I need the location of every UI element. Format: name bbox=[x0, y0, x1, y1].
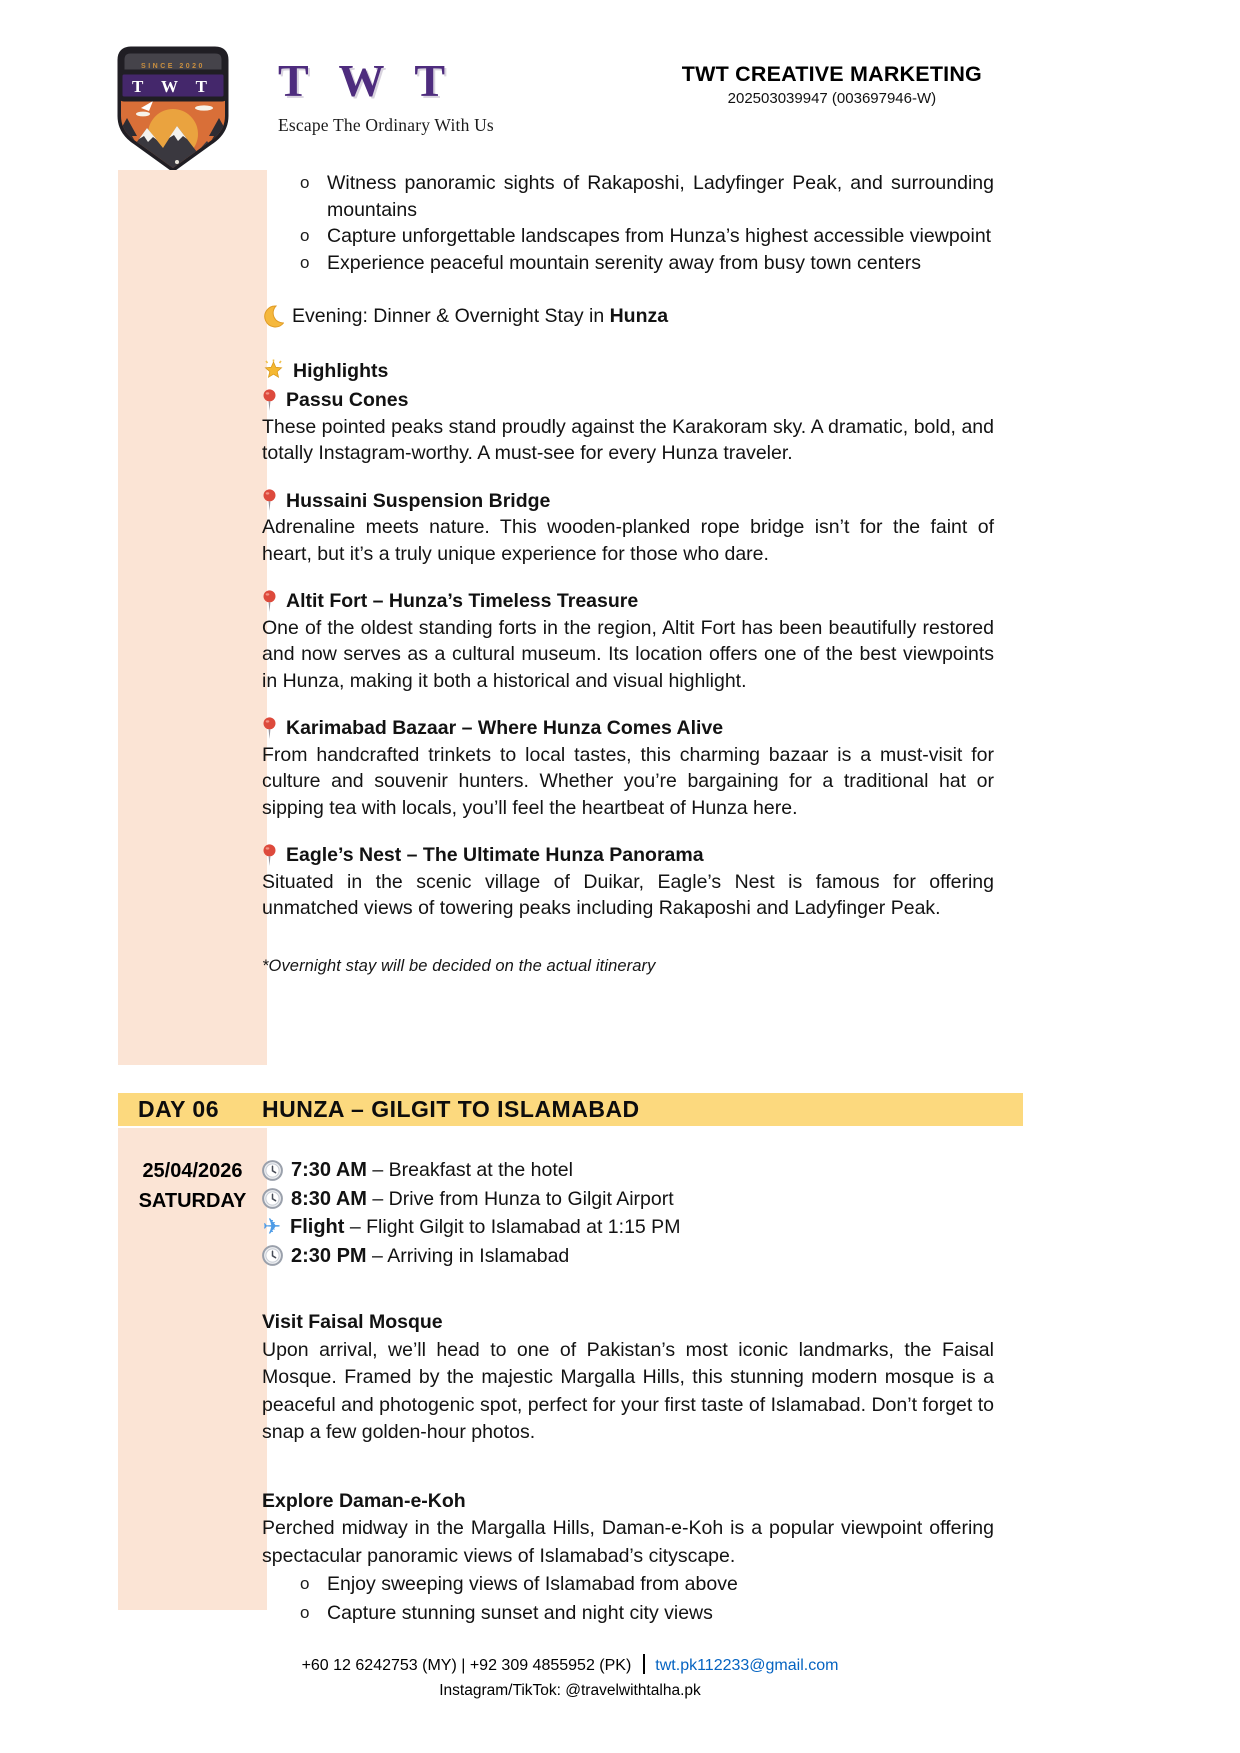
round-pushpin-icon bbox=[262, 389, 277, 412]
day05-content bbox=[262, 170, 994, 979]
round-pushpin-icon bbox=[262, 717, 277, 740]
footer-contact-line bbox=[0, 1654, 1140, 1675]
clock-icon bbox=[262, 1160, 283, 1181]
highlight-heading-altit-fort: Altit Fort – Hunza’s Timeless Treasure bbox=[262, 588, 994, 615]
evening-line bbox=[262, 303, 994, 330]
highlight-heading-karimabad-bazaar: Karimabad Bazaar – Where Hunza Comes Alive bbox=[262, 715, 994, 742]
highlight-heading-eagles-nest: Eagle’s Nest – The Ultimate Hunza Panorama bbox=[262, 842, 994, 869]
day06-side-column bbox=[118, 1128, 267, 1610]
footer-divider bbox=[643, 1654, 645, 1674]
section-body: Upon arrival, we’ll head to one of Pakistan’s most iconic landmarks, the Faisal Mosque. Framed by the majestic Margalla Hills, this stunning modern mosque is a peaceful and photogenic spot, perfect for your first taste of Islamabad. Don’t forget to snap a few golden-hour photos. bbox=[262, 1338, 994, 1443]
brand-wordmark: T W T bbox=[278, 55, 456, 106]
round-pushpin-icon bbox=[262, 844, 277, 867]
overnight-note: *Overnight stay will be decided on the actual itinerary bbox=[262, 956, 656, 975]
highlights-heading bbox=[262, 358, 994, 385]
day05-side-column bbox=[118, 170, 267, 1065]
footer-email-link[interactable]: twt.pk112233@gmail.com bbox=[655, 1657, 839, 1674]
company-registration-number: 202503039947 (003697946-W) bbox=[727, 90, 937, 107]
day06-date-block bbox=[118, 1156, 267, 1216]
highlight-body: These pointed peaks stand proudly against the Karakoram sky. A dramatic, bold, and totally Instagram-worthy. A must-see for every Hunza traveler. bbox=[262, 415, 994, 464]
highlight-body: Situated in the scenic village of Duikar, Eagle’s Nest is famous for offering unmatched views of towering peaks including Rakaposhi and Ladyfinger Peak. bbox=[262, 870, 994, 919]
day06-content bbox=[262, 1156, 994, 1627]
schedule-row bbox=[262, 1185, 994, 1214]
highlight-heading-passu-cones: Passu Cones bbox=[262, 387, 994, 414]
schedule-text: 2:30 PM – Arriving in Islamabad bbox=[291, 1244, 570, 1267]
twt-logo-badge bbox=[107, 44, 239, 177]
highlights-title: Highlights bbox=[293, 359, 389, 382]
company-name: TWT CREATIVE MARKETING bbox=[681, 62, 982, 86]
highlight-body: Adrenaline meets nature. This wooden-planked rope bridge isn’t for the faint of heart, but it’s a truly unique experience for those who dare. bbox=[262, 516, 994, 565]
highlight-body: One of the oldest standing forts in the region, Altit Fort has been beautifully restored and now serves as a cultural museum. Its location offers one of the best viewpoints in Hunza, making it both a historical and visual highlight. bbox=[262, 616, 994, 692]
schedule-row bbox=[262, 1242, 994, 1271]
airplane-icon: ✈ bbox=[262, 1214, 282, 1240]
list-item: o Capture stunning sunset and night city views bbox=[262, 1599, 994, 1628]
highlight-body: From handcrafted trinkets to local tastes, this charming bazaar is a must-visit for culture and souvenir hunters. Whether you’re bargaining for a traditional hat or sipping tea with locals, you’ll feel the heartbeat of Hunza here. bbox=[262, 743, 994, 819]
brand-block bbox=[278, 54, 494, 136]
section-body: Perched midway in the Margalla Hills, Daman-e-Koh is a popular viewpoint offering spectacular panoramic views of Islamabad’s cityscape. bbox=[262, 1517, 994, 1567]
list-item: o Enjoy sweeping views of Islamabad from above bbox=[262, 1570, 994, 1599]
clock-icon bbox=[262, 1245, 283, 1266]
schedule-text: Flight – Flight Gilgit to Islamabad at 1:15 PM bbox=[290, 1216, 681, 1238]
company-header bbox=[682, 62, 982, 107]
evening-text: Evening: Dinner & Overnight Stay in Hunza bbox=[292, 305, 669, 327]
highlight-heading-hussaini-bridge: Hussaini Suspension Bridge bbox=[262, 488, 994, 515]
schedule-text: 7:30 AM – Breakfast at the hotel bbox=[291, 1159, 573, 1181]
day06-banner bbox=[118, 1093, 1023, 1126]
list-item: o Capture unforgettable landscapes from Hunza’s highest accessible viewpoint bbox=[262, 223, 994, 250]
page-footer bbox=[0, 1654, 1140, 1700]
clock-icon bbox=[262, 1188, 283, 1209]
day06-weekday: SATURDAY bbox=[138, 1190, 247, 1212]
footer-social-line: Instagram/TikTok: @travelwithtalha.pk bbox=[439, 1682, 701, 1699]
day06-title: HUNZA – GILGIT TO ISLAMABAD bbox=[262, 1096, 640, 1122]
round-pushpin-icon bbox=[262, 590, 277, 613]
logo-since-text: SINCE 2020 bbox=[141, 63, 205, 70]
logo-initials-text: T W T bbox=[132, 77, 214, 96]
evening-location: Hunza bbox=[609, 305, 669, 327]
list-item: o Experience peaceful mountain serenity away from busy town centers bbox=[262, 250, 994, 277]
schedule-row bbox=[262, 1213, 994, 1242]
day06-date: 25/04/2026 bbox=[142, 1160, 243, 1182]
section-heading-faisal-mosque: Visit Faisal Mosque bbox=[262, 1311, 443, 1333]
viewpoint-bullet-list bbox=[262, 170, 994, 276]
round-pushpin-icon bbox=[262, 489, 277, 512]
glowing-star-icon bbox=[262, 359, 285, 382]
shield-logo-icon bbox=[107, 44, 239, 172]
crescent-moon-icon bbox=[262, 304, 284, 328]
day06-label: DAY 06 bbox=[138, 1096, 220, 1122]
schedule-text: 8:30 AM – Drive from Hunza to Gilgit Airport bbox=[291, 1187, 674, 1210]
schedule-row bbox=[262, 1156, 994, 1185]
list-item: o Witness panoramic sights of Rakaposhi, Ladyfinger Peak, and surrounding mountains bbox=[262, 170, 994, 223]
section-heading-daman-e-koh: Explore Daman-e-Koh bbox=[262, 1489, 466, 1512]
footer-phones: +60 12 6242753 (MY) | +92 309 4855952 (PK) bbox=[301, 1657, 632, 1674]
daman-bullet-list bbox=[262, 1570, 994, 1627]
brand-tagline: Escape The Ordinary With Us bbox=[278, 115, 494, 135]
